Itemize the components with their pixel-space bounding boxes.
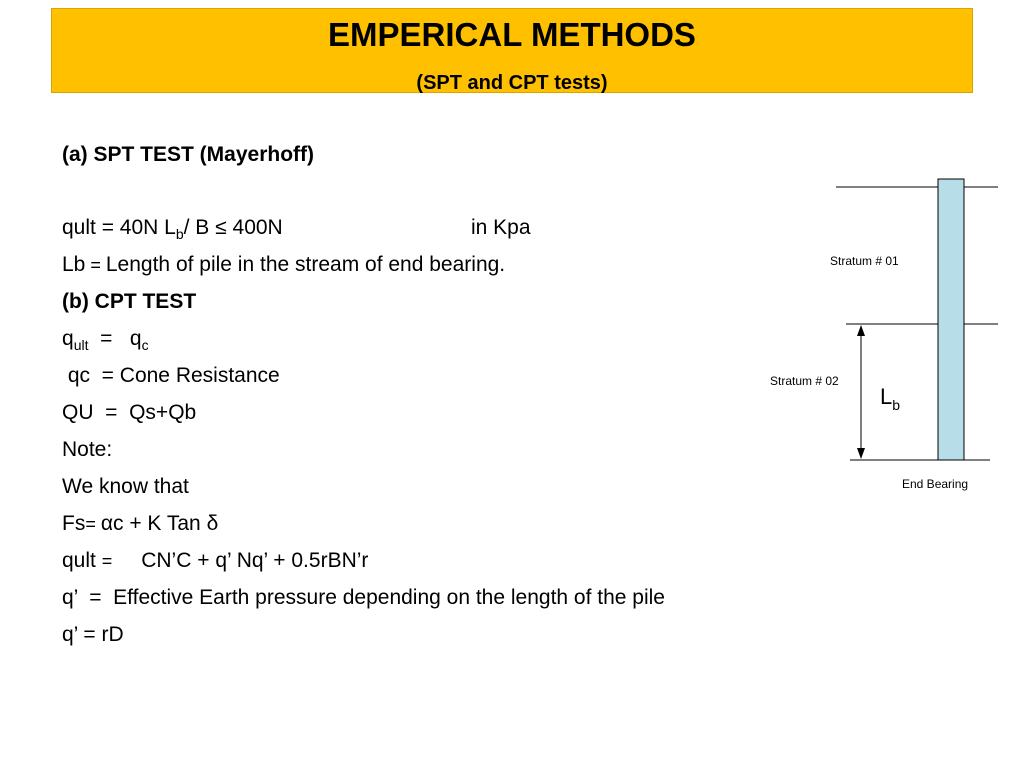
lb-equals: = — [85, 255, 106, 275]
fs-formula — [62, 512, 218, 536]
spt-formula-lhs: qult = 40N L — [62, 216, 176, 239]
qult-formula — [62, 549, 368, 573]
lb-definition — [62, 253, 505, 277]
q-definition: q’ = Effective Earth pressure depending on the length of the pile — [62, 586, 665, 609]
spt-formula-rhs: / B ≤ 400N — [183, 216, 283, 239]
note-label: Note: — [62, 438, 113, 461]
cpt-equals: = q — [88, 327, 142, 350]
spt-formula — [62, 216, 283, 240]
title-banner — [51, 8, 973, 93]
lb-diagram-label — [880, 384, 901, 413]
qu-formula: QU = Qs+Qb — [62, 401, 197, 424]
lb-term: Lb — [62, 253, 86, 276]
cpt-c-sub: c — [141, 337, 149, 353]
stratum2-label: Stratum # 02 — [770, 374, 839, 388]
qult-lhs: qult — [62, 549, 102, 572]
cpt-q: q — [62, 327, 74, 350]
cpt-formula — [62, 327, 149, 351]
lb-arrow-top — [857, 325, 865, 336]
stratum1-label: Stratum # 01 — [830, 254, 899, 268]
fs-lhs: Fs — [62, 512, 86, 535]
cpt-q-sub: ult — [73, 337, 89, 353]
qc-definition: qc = Cone Resistance — [62, 364, 280, 387]
fs-equals: = — [85, 514, 101, 534]
lb-diagram-sub: b — [892, 397, 901, 413]
pile-shaft — [938, 179, 964, 460]
page-subtitle: (SPT and CPT tests) — [416, 72, 608, 94]
lb-arrow-bottom — [857, 448, 865, 459]
spt-unit: in Kpa — [471, 216, 531, 239]
q-equation: q’ = rD — [62, 623, 124, 646]
spt-heading: (a) SPT TEST (Mayerhoff) — [62, 143, 315, 166]
fs-rest: αc + K Tan δ — [100, 512, 219, 535]
cpt-heading: (b) CPT TEST — [62, 290, 197, 313]
qult-rest: CN’C + q’ Nq’ + 0.5rBN’r — [141, 549, 369, 572]
lb-description: Length of pile in the stream of end bearing. — [105, 253, 506, 276]
lb-diagram-L: L — [880, 384, 893, 409]
qult-equals: = — [101, 551, 118, 571]
know-text: We know that — [62, 475, 189, 498]
spt-formula-sub: b — [175, 226, 184, 242]
pile-diagram — [760, 170, 1000, 470]
page-title: EMPERICAL METHODS — [328, 16, 696, 53]
end-bearing-label: End Bearing — [902, 477, 969, 491]
